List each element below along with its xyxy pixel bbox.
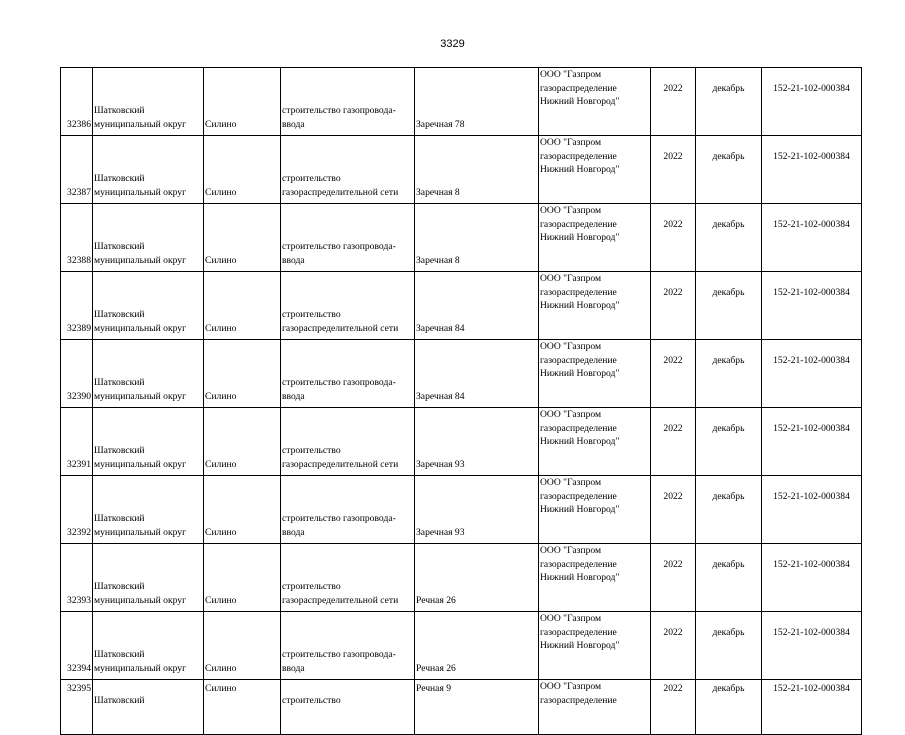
year-cell: 2022 — [651, 204, 696, 272]
work-type-cell — [281, 340, 415, 408]
organization-cell-line: ООО "Газпром — [540, 137, 602, 148]
registry-code-cell: 152-21-102-000384 — [762, 204, 862, 272]
address-cell: Заречная 93 — [415, 408, 539, 476]
work-type-cell-line: ввода — [282, 526, 305, 538]
year-cell: 2022 — [651, 68, 696, 136]
month-cell: декабрь — [696, 408, 762, 476]
organization-cell — [539, 68, 651, 136]
organization-cell-line: Нижний Новгород" — [540, 572, 620, 583]
month-cell: декабрь — [696, 476, 762, 544]
organization-cell-line: газораспределение — [540, 82, 617, 94]
organization-cell-line: газораспределение — [540, 354, 617, 366]
table-row — [61, 68, 862, 136]
year-cell: 2022 — [651, 476, 696, 544]
work-type-cell-line: строительство — [282, 173, 341, 184]
work-type-cell — [281, 272, 415, 340]
month-cell: декабрь — [696, 544, 762, 612]
organization-cell-line: ООО "Газпром — [540, 69, 602, 80]
year-cell: 2022 — [651, 408, 696, 476]
organization-cell-line: газораспределение — [540, 422, 617, 434]
organization-cell-line: ООО "Газпром — [540, 613, 602, 624]
row-number: 32388 — [61, 204, 93, 272]
table-row — [61, 680, 862, 735]
year-cell: 2022 — [651, 544, 696, 612]
address-cell: Заречная 84 — [415, 272, 539, 340]
row-number: 32390 — [61, 340, 93, 408]
village-cell: Силино — [204, 68, 281, 136]
month-cell: декабрь — [696, 340, 762, 408]
row-number: 32392 — [61, 476, 93, 544]
municipality-cell — [93, 680, 204, 735]
table-row — [61, 340, 862, 408]
organization-cell-line: Нижний Новгород" — [540, 300, 620, 311]
work-type-cell — [281, 476, 415, 544]
registry-code-cell: 152-21-102-000384 — [762, 680, 862, 735]
work-type-cell — [281, 544, 415, 612]
municipality-cell — [93, 204, 204, 272]
village-cell: Силино — [204, 272, 281, 340]
month-cell: декабрь — [696, 204, 762, 272]
work-type-cell — [281, 612, 415, 680]
municipality-cell-line: Шатковский — [94, 445, 145, 456]
organization-cell-line: Нижний Новгород" — [540, 436, 620, 447]
table-row — [61, 204, 862, 272]
municipality-cell-line: Шатковский — [94, 695, 145, 706]
work-type-cell — [281, 68, 415, 136]
table-row — [61, 612, 862, 680]
municipality-cell-line: Шатковский — [94, 649, 145, 660]
municipality-cell-line: Шатковский — [94, 105, 145, 116]
gasification-table — [60, 67, 850, 706]
work-type-cell-line: газораспределительной сети — [282, 186, 399, 198]
work-type-cell-line: газораспределительной сети — [282, 322, 399, 334]
work-type-cell-line: строительство газопровода- — [282, 105, 396, 116]
village-cell: Силино — [204, 204, 281, 272]
work-type-cell-line: строительство газопровода- — [282, 241, 396, 252]
registry-code-cell: 152-21-102-000384 — [762, 544, 862, 612]
organization-cell-line: Нижний Новгород" — [540, 368, 620, 379]
village-cell: Силино — [204, 476, 281, 544]
work-type-cell-line: строительство — [282, 581, 341, 592]
address-cell: Заречная 8 — [415, 204, 539, 272]
organization-cell-line: ООО "Газпром — [540, 205, 602, 216]
municipality-cell-line: Шатковский — [94, 581, 145, 592]
registry-code-cell: 152-21-102-000384 — [762, 68, 862, 136]
village-cell: Силино — [204, 408, 281, 476]
organization-cell — [539, 612, 651, 680]
year-cell: 2022 — [651, 680, 696, 735]
municipality-cell — [93, 272, 204, 340]
organization-cell-line: газораспределение — [540, 286, 617, 298]
municipality-cell — [93, 136, 204, 204]
village-cell: Силино — [204, 136, 281, 204]
municipality-cell-line: муниципальный округ — [94, 390, 187, 402]
row-number: 32389 — [61, 272, 93, 340]
work-type-cell-line: строительство газопровода- — [282, 513, 396, 524]
municipality-cell-line: Шатковский — [94, 513, 145, 524]
address-cell: Заречная 78 — [415, 68, 539, 136]
organization-cell-line: Нижний Новгород" — [540, 164, 620, 175]
work-type-cell-line: строительство — [282, 695, 341, 706]
organization-cell — [539, 544, 651, 612]
work-type-cell — [281, 136, 415, 204]
organization-cell-line: ООО "Газпром — [540, 477, 602, 488]
municipality-cell — [93, 68, 204, 136]
work-type-cell-line: строительство — [282, 309, 341, 320]
organization-cell — [539, 408, 651, 476]
village-cell: Силино — [204, 544, 281, 612]
organization-cell — [539, 204, 651, 272]
year-cell: 2022 — [651, 340, 696, 408]
work-type-cell-line: ввода — [282, 118, 305, 130]
organization-cell-line: ООО "Газпром — [540, 409, 602, 420]
row-number: 32393 — [61, 544, 93, 612]
registry-code-cell: 152-21-102-000384 — [762, 340, 862, 408]
municipality-cell-line: муниципальный округ — [94, 458, 187, 470]
row-number: 32386 — [61, 68, 93, 136]
municipality-cell — [93, 612, 204, 680]
village-cell: Силино — [204, 680, 281, 735]
row-number: 32395 — [61, 680, 93, 735]
municipality-cell-line: муниципальный округ — [94, 118, 187, 130]
month-cell: декабрь — [696, 680, 762, 735]
organization-cell — [539, 476, 651, 544]
village-cell: Силино — [204, 612, 281, 680]
organization-cell-line: ООО "Газпром — [540, 681, 602, 692]
municipality-cell — [93, 340, 204, 408]
municipality-cell-line: муниципальный округ — [94, 526, 187, 538]
organization-cell-line: ООО "Газпром — [540, 273, 602, 284]
municipality-cell-line: Шатковский — [94, 173, 145, 184]
table-row — [61, 544, 862, 612]
table-body — [61, 68, 862, 735]
address-cell: Заречная 84 — [415, 340, 539, 408]
organization-cell-line: газораспределение — [540, 694, 617, 706]
table-row — [61, 272, 862, 340]
address-cell: Речная 9 — [415, 680, 539, 735]
registry-code-cell: 152-21-102-000384 — [762, 408, 862, 476]
address-cell: Речная 26 — [415, 544, 539, 612]
organization-cell-line: ООО "Газпром — [540, 341, 602, 352]
address-cell: Заречная 8 — [415, 136, 539, 204]
organization-cell-line: Нижний Новгород" — [540, 96, 620, 107]
organization-cell-line: Нижний Новгород" — [540, 640, 620, 651]
municipality-cell — [93, 408, 204, 476]
organization-cell-line: газораспределение — [540, 218, 617, 230]
municipality-cell — [93, 476, 204, 544]
municipality-cell-line: муниципальный округ — [94, 662, 187, 674]
municipality-cell-line: муниципальный округ — [94, 594, 187, 606]
municipality-cell — [93, 544, 204, 612]
month-cell: декабрь — [696, 68, 762, 136]
work-type-cell-line: газораспределительной сети — [282, 594, 399, 606]
registry-code-cell: 152-21-102-000384 — [762, 612, 862, 680]
municipality-cell-line: Шатковский — [94, 309, 145, 320]
municipality-cell-line: муниципальный округ — [94, 186, 187, 198]
table-row — [61, 476, 862, 544]
work-type-cell-line: газораспределительной сети — [282, 458, 399, 470]
month-cell: декабрь — [696, 136, 762, 204]
table-row — [61, 408, 862, 476]
work-type-cell-line: ввода — [282, 662, 305, 674]
month-cell: декабрь — [696, 272, 762, 340]
page-number: 3329 — [440, 38, 465, 50]
work-type-cell — [281, 408, 415, 476]
organization-cell-line: газораспределение — [540, 490, 617, 502]
registry-code-cell: 152-21-102-000384 — [762, 136, 862, 204]
address-cell: Речная 26 — [415, 612, 539, 680]
organization-cell-line: газораспределение — [540, 626, 617, 638]
work-type-cell-line: строительство газопровода- — [282, 377, 396, 388]
month-cell: декабрь — [696, 612, 762, 680]
organization-cell-line: Нижний Новгород" — [540, 504, 620, 515]
work-type-cell-line: строительство — [282, 445, 341, 456]
organization-cell-line: газораспределение — [540, 150, 617, 162]
row-number: 32394 — [61, 612, 93, 680]
organization-cell-line: газораспределение — [540, 558, 617, 570]
year-cell: 2022 — [651, 136, 696, 204]
year-cell: 2022 — [651, 272, 696, 340]
municipality-cell-line: муниципальный округ — [94, 322, 187, 334]
organization-cell — [539, 680, 651, 735]
village-cell: Силино — [204, 340, 281, 408]
organization-cell — [539, 136, 651, 204]
row-number: 32391 — [61, 408, 93, 476]
municipality-cell-line: Шатковский — [94, 377, 145, 388]
work-type-cell-line: ввода — [282, 390, 305, 402]
row-number: 32387 — [61, 136, 93, 204]
work-type-cell — [281, 204, 415, 272]
organization-cell — [539, 340, 651, 408]
organization-cell-line: ООО "Газпром — [540, 545, 602, 556]
organization-cell — [539, 272, 651, 340]
year-cell: 2022 — [651, 612, 696, 680]
municipality-cell-line: Шатковский — [94, 241, 145, 252]
organization-cell-line: Нижний Новгород" — [540, 232, 620, 243]
address-cell: Заречная 93 — [415, 476, 539, 544]
registry-code-cell: 152-21-102-000384 — [762, 272, 862, 340]
municipality-cell-line: муниципальный округ — [94, 254, 187, 266]
table-row — [61, 136, 862, 204]
work-type-cell-line: строительство газопровода- — [282, 649, 396, 660]
work-type-cell-line: ввода — [282, 254, 305, 266]
registry-code-cell: 152-21-102-000384 — [762, 476, 862, 544]
work-type-cell — [281, 680, 415, 735]
